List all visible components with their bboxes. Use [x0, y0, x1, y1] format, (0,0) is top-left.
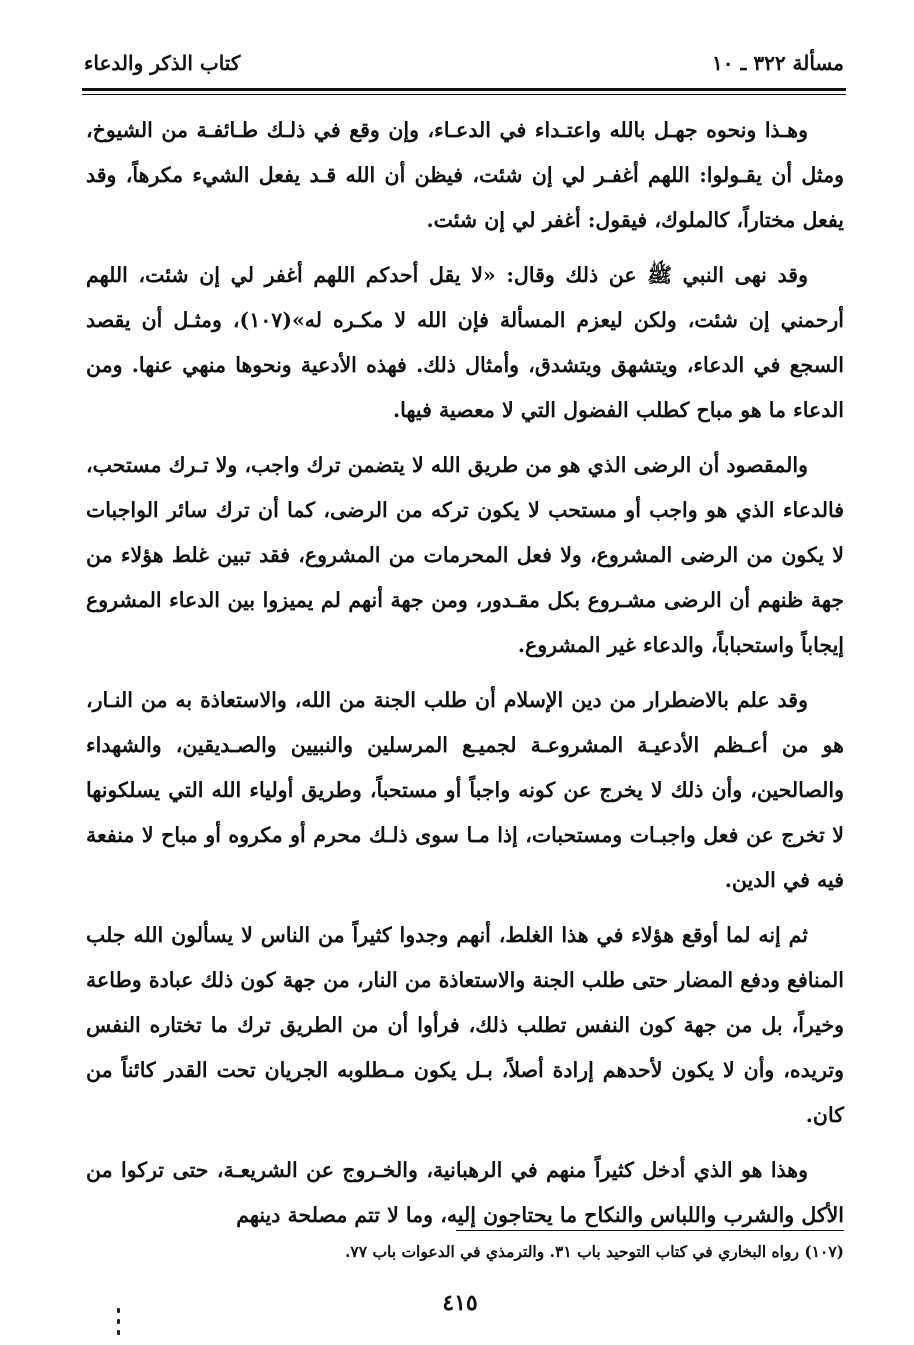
paragraph: وهذا هو الذي أدخل كثيراً منهم في الرهبانية، والخـروج عن الشريعـة، حتى تركوا من الأكل والشرب واللباس والنكاح ما يحتاجون إليه، وما لا تتم مصلحة دينهم — [86, 1158, 844, 1227]
header-rule-thick — [82, 88, 846, 91]
page-number: ٤١٥ — [442, 1290, 478, 1316]
paragraph: والمقصود أن الرضى الذي هو من طريق الله لا يتضمن ترك واجب، ولا تـرك مستحب، فالدعاء الذي هو واجب أو مستحب لا يكون تركه من الرضى، كما أن ترك سائر الواجبات لا يكون من الرضى المشروع، ولا فعل المحرمات من المشروع، فقد تبين غلط هؤلاء من جهة ظنهم أن الرضى مشـروع بكل مقـدور، ومن جهة أنهم لم يميزوا بين الدعاء المشروع إيجاباً واستحباباً، والدعاء غير المشروع. — [86, 453, 844, 657]
chapter-title: كتاب الذكر والدعاء — [84, 51, 241, 75]
paragraph: وقد علم بالاضطرار من دين الإسلام أن طلب الجنة من الله، والاستعاذة به من النـار، هو من أعـظم الأدعيـة المشروعـة لجميـع المرسلين والنبيين والصـديقين، والشهداء والصالحين، وأن ذلك لا يخرج عن كونه واجباً أو مستحباً، وطريق أولياء الله التي يسلكونها لا تخرج عن فعل واجبـات ومستحبات، إذا مـا سوى ذلـك محرم أو مكروه أو مباح لا منفعة فيه في الدين. — [86, 688, 844, 892]
paragraph: وهـذا ونحوه جهـل بالله واعتـداء في الدعـاء، وإن وقع في ذلـك طـائفـة من الشيوخ، ومثل أن يقـولوا: اللهم أغفـر لي إن شئت، فيظن أن الله قـد يفعل الشيء مكرهاً، وقد يفعل مختاراً، كالملوك، فيقول: أغفر لي إن شئت. — [86, 118, 844, 232]
running-header — [84, 46, 844, 80]
scan-artifact — [112, 1308, 124, 1338]
paragraph: وقد نهى النبي ﷺ عن ذلك وقال: «لا يقل أحدكم اللهم أغفر لي إن شئت، اللهم أرحمني إن شئت، ولكن ليعزم المسألة فإن الله لا مكـره له»(١٠٧)، ومثـل أن يقصد السجع في الدعاء، ويتشهق ويتشدق، وأمثال ذلك. فهذه الأدعية ونحوها منهي عنها. ومن الدعاء ما هو مباح كطلب الفضول التي لا معصية فيها. — [86, 263, 844, 422]
footnote-separator — [456, 1230, 844, 1231]
footnote: (١٠٧) رواه البخاري في كتاب التوحيد باب ٣١. والترمذي في الدعوات باب ٧٧. — [344, 1242, 844, 1261]
issue-reference: مسألة ٣٢٢ ـ ١٠ — [712, 51, 844, 75]
main-text — [86, 108, 844, 1248]
header-rule-thin — [82, 94, 846, 95]
paragraph: ثم إنه لما أوقع هؤلاء في هذا الغلط، أنهم وجدوا كثيراً من الناس لا يسألون الله جلب المنافع ودفع المضار حتى طلب الجنة والاستعاذة من النار، من جهة كون ذلك عبادة وطاعة وخيراً، بل من جهة كون النفس تطلب ذلك، فرأوا أن من الطريق ترك ما تختاره النفس وتريده، وأن لا يكون لأحدهم إرادة أصلاً، بـل يكون مـطلوبه الجريان تحت القدر كائناً من كان. — [86, 923, 844, 1127]
